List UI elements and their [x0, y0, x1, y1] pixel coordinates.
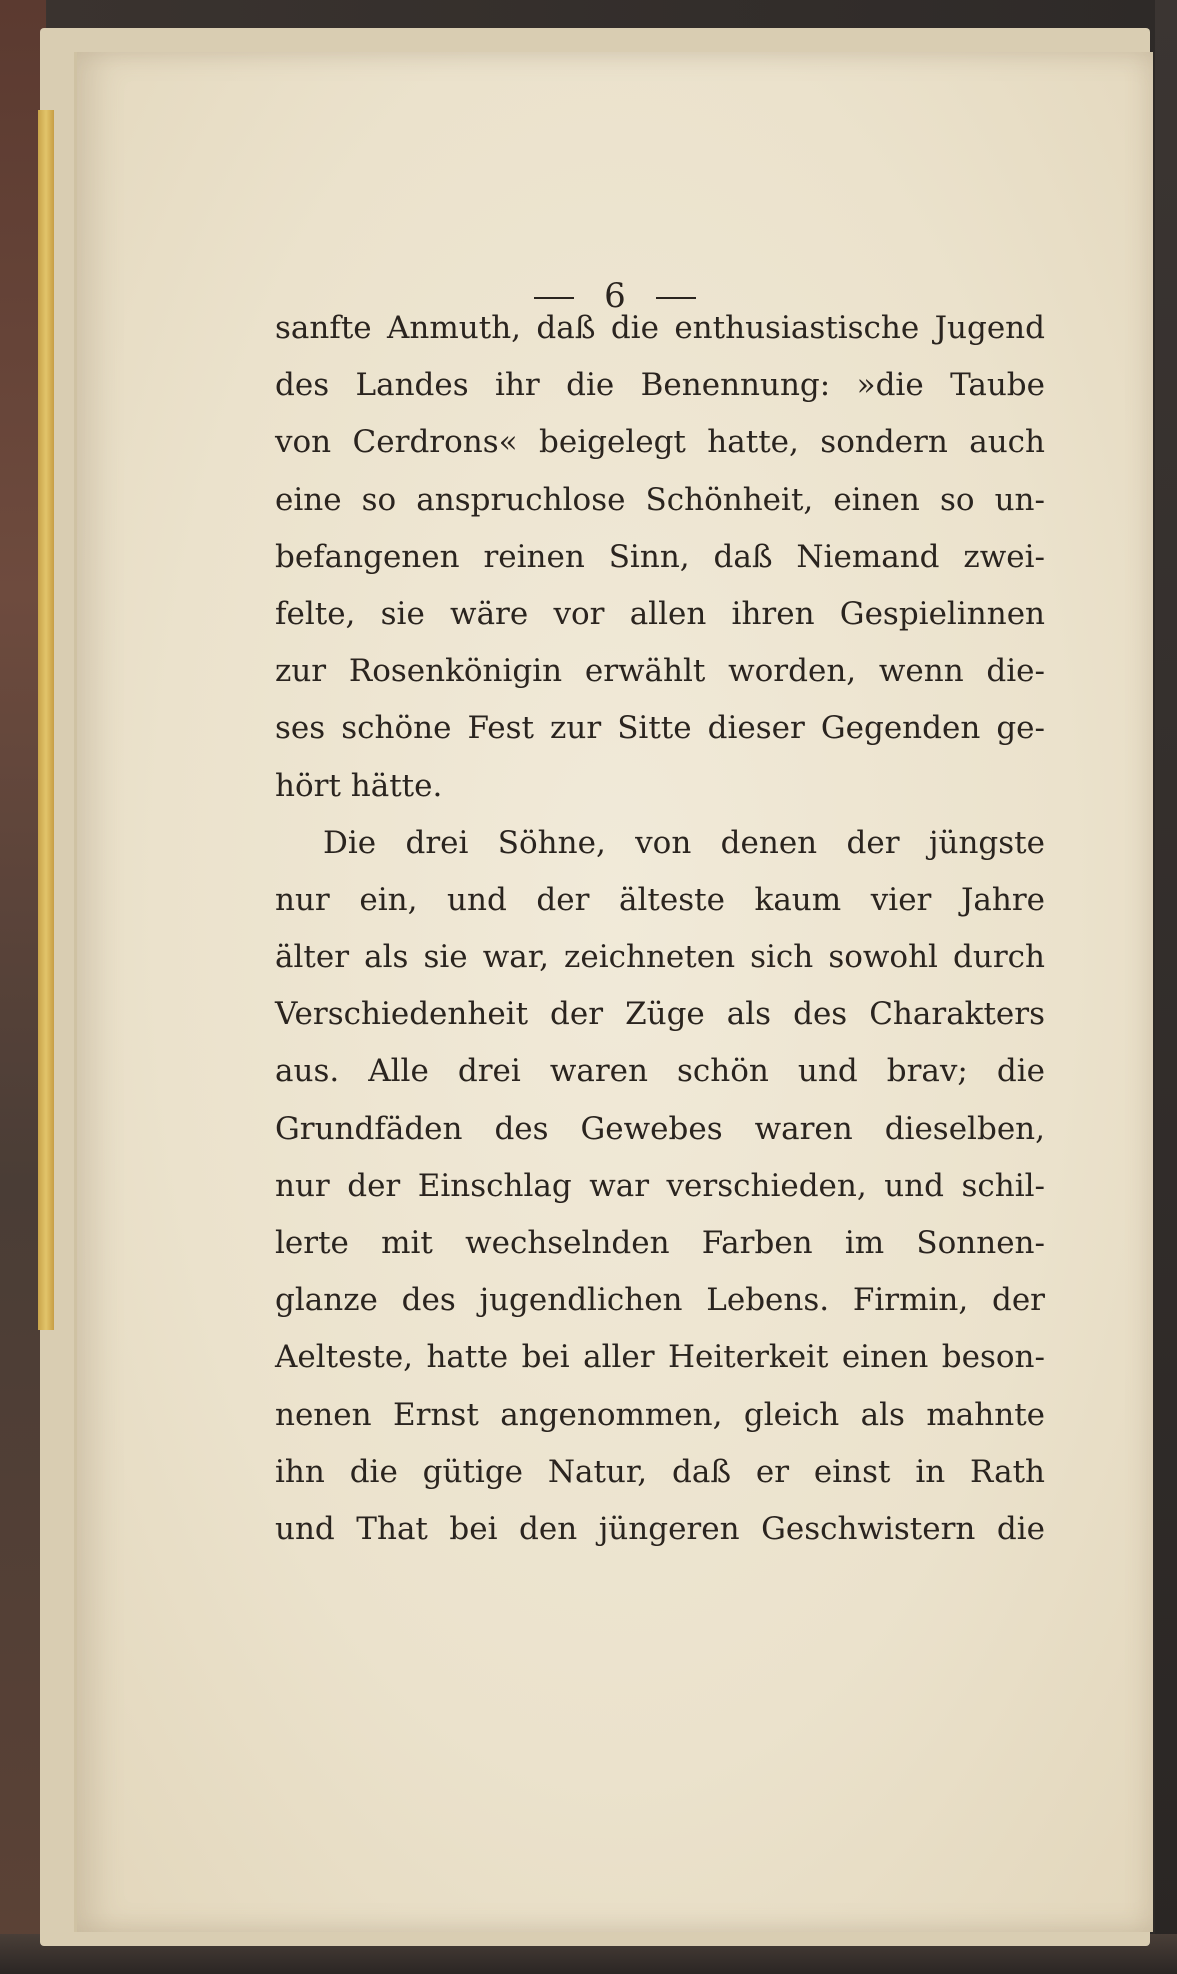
text-line: Verschiedenheit der Züge als des Charakters [275, 996, 1045, 1033]
text-line: und That bei den jüngeren Geschwistern die [275, 1510, 1045, 1547]
header-dash-right [656, 297, 696, 299]
text-line-paragraph-end: hört hätte. [275, 767, 443, 804]
text-line: von Cerdrons« beigelegt hatte, sondern auch [275, 424, 1045, 461]
text-line: Aelteste, hatte bei aller Heiterkeit einen beson- [275, 1339, 1045, 1376]
text-line: älter als sie war, zeichneten sich sowohl durch [275, 939, 1045, 976]
text-line: sanfte Anmuth, daß die enthusiastische Jugend [275, 310, 1045, 346]
text-line: aus. Alle drei waren schön und brav; die [275, 1053, 1045, 1090]
text-line: nenen Ernst angenommen, gleich als mahnte [275, 1396, 1045, 1433]
text-line: lerte mit wechselnden Farben im Sonnen- [275, 1225, 1045, 1261]
text-line: nur der Einschlag war verschieden, und schil- [275, 1167, 1045, 1204]
text-line: Grundfäden des Gewebes waren dieselben, [275, 1110, 1045, 1147]
text-line: felte, sie wäre vor allen ihren Gespielinnen [275, 595, 1045, 632]
text-line: glanze des jugendlichen Lebens. Firmin, der [275, 1282, 1045, 1319]
text-line-paragraph-start: Die drei Söhne, von denen der jüngste [323, 824, 1045, 861]
text-line: eine so anspruchlose Schönheit, einen so un- [275, 481, 1045, 518]
text-line: befangenen reinen Sinn, daß Niemand zwei- [275, 538, 1045, 575]
text-line: ihn die gütige Natur, daß er einst in Rath [275, 1453, 1045, 1490]
body-text [275, 300, 1045, 1558]
text-line: ses schöne Fest zur Sitte dieser Gegenden ge- [275, 710, 1045, 747]
book-cover-right-edge [1155, 0, 1177, 1974]
text-line: nur ein, und der älteste kaum vier Jahre [275, 881, 1045, 918]
header-dash-left [534, 297, 574, 299]
text-line: des Landes ihr die Benennung: »die Taube [275, 367, 1045, 404]
page-number: 6 [604, 276, 626, 316]
spine-strip [38, 110, 54, 1330]
text-line: zur Rosenkönigin erwählt worden, wenn die- [275, 653, 1045, 690]
